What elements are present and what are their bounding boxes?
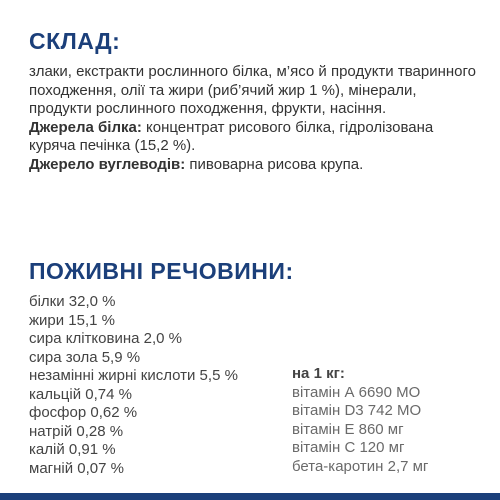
- nutrient-item: жири 15,1 %: [29, 311, 116, 329]
- per-kg-label: на 1 кг:: [292, 365, 345, 382]
- vitamin-item: вітамін А 6690 МО: [292, 383, 421, 401]
- nutrient-item: сира зола 5,9 %: [29, 348, 141, 366]
- nutrients-list: [29, 293, 238, 478]
- composition-text: [29, 63, 479, 174]
- nutrient-item: магній 0,07 %: [29, 459, 124, 477]
- carbohydrate-sources: [29, 156, 479, 175]
- vitamin-item: вітамін Е 860 мг: [292, 420, 404, 438]
- nutrient-item: білки 32,0 %: [29, 293, 116, 310]
- ingredients-text: злаки, екстракти рослинного білка, м’ясо й продукти тваринного походження, олії та жири (риб’ячий жир 1 %), мінерали, продукти рослинного походження, фрукти, насіння.: [29, 63, 476, 117]
- protein-sources-text: концентрат рисового білка, гідролізована куряча печінка (15,2 %).: [29, 118, 434, 154]
- protein-sources-label: Джерела білка:: [29, 118, 142, 136]
- bottom-accent-bar: [0, 493, 500, 500]
- protein-sources: [29, 119, 479, 156]
- vitamin-item: бета-каротин 2,7 мг: [292, 457, 429, 475]
- nutrient-item: сира клітковина 2,0 %: [29, 330, 182, 347]
- vitamins-list: [292, 365, 428, 476]
- vitamin-item: вітамін D3 742 МО: [292, 402, 422, 419]
- nutrient-item: фосфор 0,62 %: [29, 404, 138, 421]
- nutrient-item: незамінні жирні кислоти 5,5 %: [29, 367, 238, 384]
- nutrients-heading: ПОЖИВНІ РЕЧОВИНИ:: [29, 258, 294, 284]
- carbohydrate-sources-text: пивоварна рисова крупа.: [185, 155, 364, 173]
- nutrient-item: кальцій 0,74 %: [29, 385, 132, 403]
- nutrient-item: калій 0,91 %: [29, 441, 116, 458]
- composition-heading: СКЛАД:: [29, 28, 121, 54]
- carbohydrate-sources-label: Джерело вуглеводів:: [29, 155, 186, 173]
- nutrient-item: натрій 0,28 %: [29, 422, 124, 440]
- vitamin-item: вітамін С 120 мг: [292, 439, 405, 456]
